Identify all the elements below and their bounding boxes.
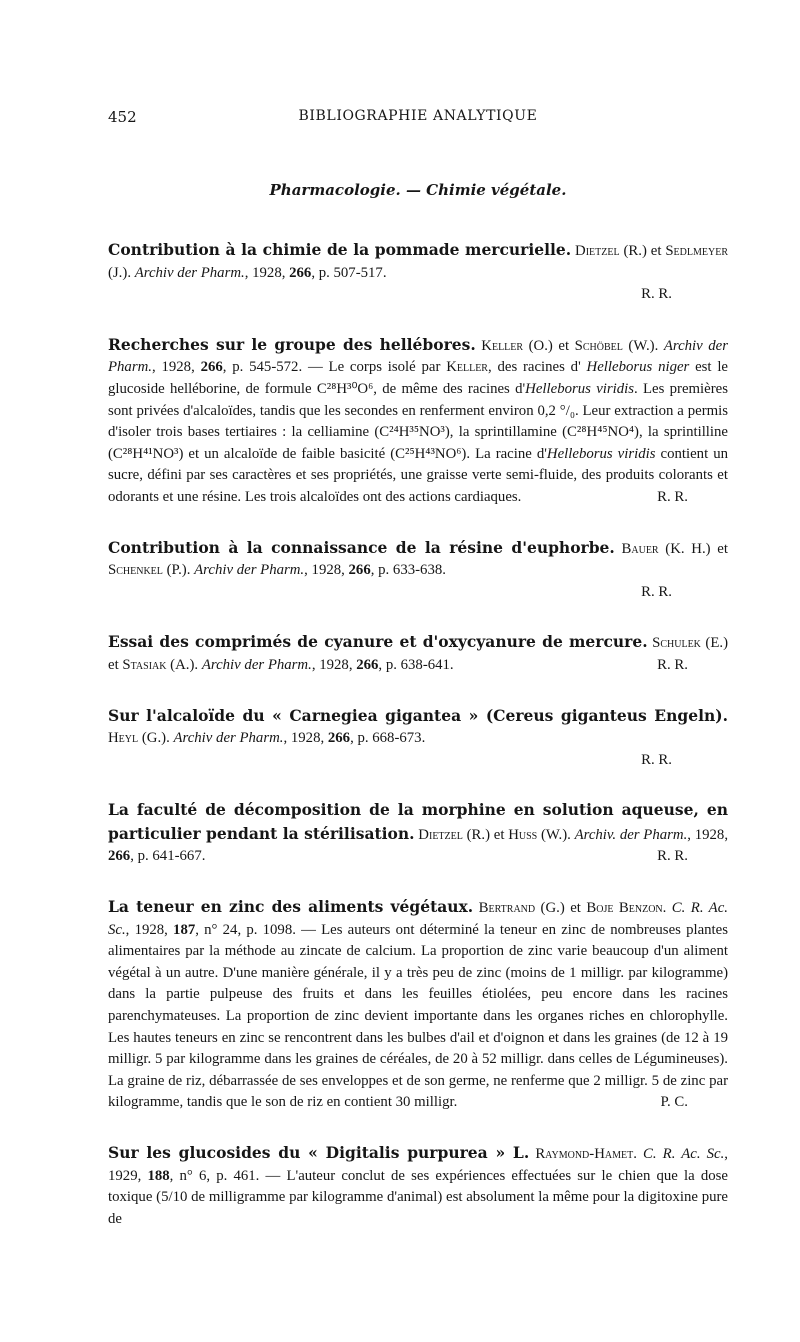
author: Bauer xyxy=(621,540,659,557)
entry-title: Contribution à la chimie de la pommade mercurielle. xyxy=(108,240,572,259)
citation-year: , 1928, xyxy=(125,921,174,938)
species-name: Digitalis purpurea xyxy=(325,1143,488,1162)
abstract-text: — L'auteur conclut de ses expériences effectuées sur le chien que la dose toxique (5/10 de milligramme par kilogramme d'animal) est absolument la même pour la digitoxine pure de xyxy=(108,1167,728,1227)
abstract-text: . Les premières sont privées d'alcaloïdes, tandis que les secondes en renferment environ 0,2 °/₀. Leur extraction a permis d'isoler trois bases tertiaires : la celliamine (C²⁴H³⁵NO³), la sprintillamine (C²⁸H⁴⁵NO⁴), la sprintilline (C²⁸H⁴¹NO³) et un alcaloïde de faible basicité (C²⁵H⁴³NO⁶). La racine d' xyxy=(108,380,728,462)
author: Schenkel xyxy=(108,562,163,579)
bibliography-entry xyxy=(108,239,728,306)
volume: 187 xyxy=(173,921,196,938)
entry-title-text: Sur l'alcaloïde du « xyxy=(108,705,290,725)
author-initials: (E.) et xyxy=(108,635,729,673)
bibliography-entry xyxy=(108,1142,728,1230)
bibliography-entry xyxy=(108,537,728,604)
entry-title-text: » (Cereus giganteus Engeln). xyxy=(461,705,728,725)
author: Schulek xyxy=(652,635,701,652)
journal: C. R. Ac. Sc. xyxy=(643,1146,725,1162)
citation-pages: , p. 668-673. xyxy=(350,730,426,747)
author-initials: (G.). xyxy=(138,730,174,747)
author-initials: (W.). xyxy=(622,337,664,354)
author-initials: (R.) et xyxy=(619,243,666,259)
author-initials: . xyxy=(633,1146,644,1162)
signature: R. R. xyxy=(641,583,672,600)
citation-year: , 1928, xyxy=(283,730,328,747)
entry-title: La faculté de décomposition de la morphine en solution aqueuse, en particulier pendant la stérilisation. xyxy=(108,800,728,843)
bibliography-entry xyxy=(108,799,728,868)
author-initials: (J.). xyxy=(108,264,135,281)
volume: 266 xyxy=(356,656,379,673)
author: Dietzel xyxy=(575,243,620,259)
citation-year: , 1928, xyxy=(151,359,201,376)
bibliography-entry xyxy=(108,896,728,1114)
signature: P. C. xyxy=(660,1094,688,1111)
author: Stasiak xyxy=(122,656,167,673)
citation-pages: , p. 545-572. — Le corps isolé par xyxy=(222,359,447,376)
citation-year: , 1928, xyxy=(304,562,349,579)
page-number: 452 xyxy=(108,108,137,126)
entry-title-text: » L. xyxy=(487,1143,530,1162)
author-initials: (G.) et xyxy=(535,900,587,917)
journal: Archiv der Pharm. xyxy=(134,264,245,281)
volume: 266 xyxy=(348,562,371,579)
abstract-text: — Les auteurs ont déterminé la teneur en zinc de nombreuses plantes alimentaires par la méthode au zincate de calcium. La proportion de zinc varie beaucoup d'un aliment végétal à un autre. D'une manière générale, il y a très peu de zinc (moins de 1 milligr. par kilogramme) dans la partie pulpeuse des fruits et dans les feuilles étiolées, peu encore dans les racines parenchymateuses. La proportion de zinc devient importante dans les organes riches en chlorophylle. Les hautes teneurs en zinc se rencontrent dans les bulbes d'ail et d'oignon et dans les graines (de 12 à 19 milligr. 5 par kilogramme dans les graines de céréales, de 20 à 52 milligr. dans celles de Légumineuses). La graine de riz, débarrassée de ses enveloppes et de son germe, ne renferme que 2 milligr. 5 de zinc par kilogramme, tandis que le son de riz en contient 30 milligr. xyxy=(108,921,728,1111)
bibliography-entry xyxy=(108,334,728,509)
running-title: BIBLIOGRAPHIE ANALYTIQUE xyxy=(298,108,538,124)
author: Keller xyxy=(446,359,488,376)
citation-pages: , p. 641-667. xyxy=(130,848,206,865)
citation-pages: , p. 633-638. xyxy=(370,562,446,579)
signature: R. R. xyxy=(641,286,672,303)
abstract-text: , des racines d' xyxy=(487,359,587,376)
author-initials: (K. H.) et xyxy=(658,540,728,557)
page-header xyxy=(108,108,728,134)
journal: Archiv der Pharm. xyxy=(173,730,284,747)
abstract-text: est le glucoside helléborine, de formule C²⁸H³⁰O⁶, de même des racines d' xyxy=(108,359,729,397)
volume: 266 xyxy=(200,359,223,376)
author: Huss xyxy=(508,826,538,843)
species-name: Helleborus viridis xyxy=(546,445,656,462)
author-initials: (A.). xyxy=(166,656,202,673)
citation-year: , 1928, xyxy=(244,264,290,281)
citation-year: , 1929, xyxy=(108,1146,728,1184)
author: Raymond-Hamet xyxy=(535,1146,634,1162)
entry-title: Essai des comprimés de cyanure et d'oxycyanure de mercure. xyxy=(108,632,648,652)
citation-year: , 1928, xyxy=(687,826,729,843)
author: Dietzel xyxy=(418,826,463,843)
citation-pages: , p. 507-517. xyxy=(311,264,387,281)
author: Boje Benzon xyxy=(586,900,663,917)
abstract-text: contient un sucre, défini par ses caractères et ses propriétés, une graisse verte semi-fluide, des produits colorants et odorants et une résine. Les trois alcaloïdes ont des actions cardiaques. xyxy=(108,445,728,505)
citation-pages: , p. 638-641. xyxy=(378,656,454,673)
species-name: Helleborus niger xyxy=(586,359,690,376)
author: Heyl xyxy=(108,730,139,747)
signature: R. R. xyxy=(657,848,688,865)
author-initials: (O.) et xyxy=(523,337,575,354)
signature: R. R. xyxy=(641,751,672,768)
volume: 266 xyxy=(327,730,351,747)
author-initials: (R.) et xyxy=(462,826,509,843)
entry-title: Recherches sur le groupe des hellébores. xyxy=(108,334,476,354)
journal: Archiv der Pharm. xyxy=(194,562,305,579)
signature: R. R. xyxy=(657,656,688,673)
journal: C. R. Ac. Sc. xyxy=(108,900,728,938)
author: Sedlmeyer xyxy=(665,243,728,259)
entry-title-text: Sur les glucosides du « xyxy=(108,1143,326,1162)
species-name: Carnegiea gigantea xyxy=(289,705,462,725)
entry-title xyxy=(108,1143,529,1162)
volume: 266 xyxy=(289,264,312,281)
species-name: Helleborus viridis xyxy=(525,380,635,397)
entry-title xyxy=(108,706,728,725)
volume: 188 xyxy=(147,1167,170,1184)
section-title: Pharmacologie. — Chimie végétale. xyxy=(269,181,567,199)
citation-pages: , n° 6, p. 461. xyxy=(169,1167,260,1184)
author: Schöbel xyxy=(574,337,623,354)
journal: Archiv der Pharm. xyxy=(108,337,728,376)
entry-title: La teneur en zinc des aliments végétaux. xyxy=(108,897,474,917)
author: Keller xyxy=(481,337,524,354)
signature: R. R. xyxy=(657,488,688,505)
citation-pages: , n° 24, p. 1098. xyxy=(195,921,296,938)
citation-year: , 1928, xyxy=(311,656,357,673)
entry-title: Contribution à la connaissance de la résine d'euphorbe. xyxy=(108,537,615,557)
author-initials: (W.). xyxy=(537,826,575,843)
bibliography-entry xyxy=(108,631,728,676)
page xyxy=(108,108,728,1230)
volume: 266 xyxy=(108,848,131,865)
author-initials: (P.). xyxy=(162,562,195,579)
journal: Archiv. der Pharm. xyxy=(574,826,688,843)
journal: Archiv der Pharm. xyxy=(201,656,312,673)
bibliography-entry xyxy=(108,705,728,772)
author-initials: . xyxy=(662,900,672,917)
author: Bertrand xyxy=(478,900,536,917)
